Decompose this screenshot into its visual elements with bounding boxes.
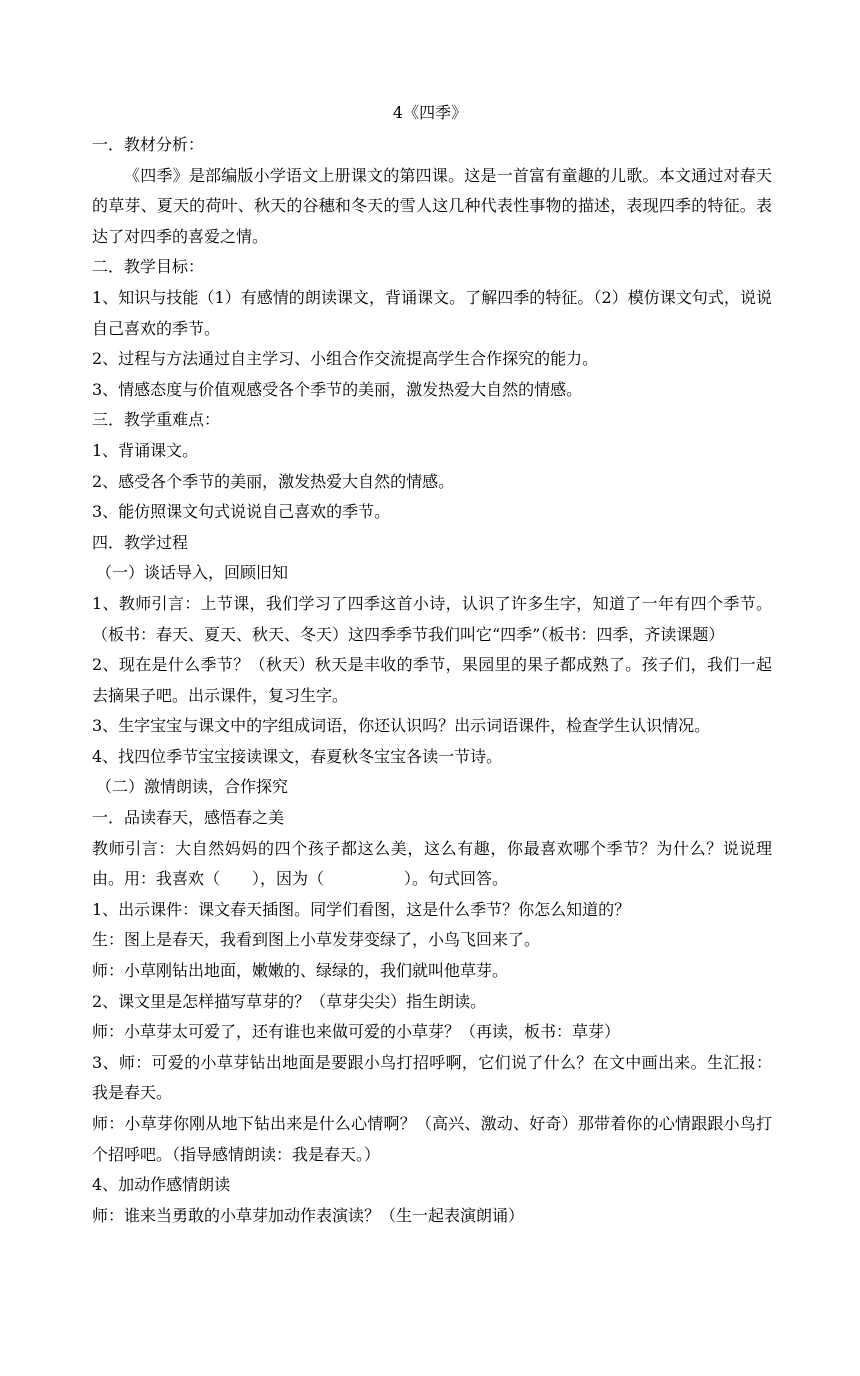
paragraph: 3、情感态度与价值观感受各个季节的美丽，激发热爱大自然的情感。 — [92, 379, 583, 399]
paragraph: 生：图上是春天，我看到图上小草发芽变绿了，小鸟飞回来了。 — [92, 930, 541, 950]
paragraph: 《四季》是部编版小学语文上册课文的第四课。这是一首富有童趣的儿歌。本文通过对春天的草芽、夏天的荷叶、秋天的谷穗和冬天的雪人这几种代表性事物的描述，表现四季的特征。表达了对四季的喜爱之情。 — [92, 165, 772, 246]
paragraph: 1、背诵课文。 — [92, 440, 199, 460]
paragraph: 一．教材分析： — [92, 135, 205, 154]
paragraph: 师：小草刚钻出地面，嫩嫩的、绿绿的，我们就叫他草芽。 — [92, 961, 509, 981]
document-body — [92, 130, 772, 1231]
paragraph: 师：小草芽太可爱了，还有谁也来做可爱的小草芽？（再读，板书：草芽） — [92, 1022, 621, 1042]
paragraph: 2、课文里是怎样描写草芽的？（草芽尖尖）指生朗读。 — [92, 991, 487, 1011]
paragraph: 四．教学过程 — [92, 532, 189, 552]
paragraph: 一．品读春天，感悟春之美 — [92, 808, 285, 828]
paragraph: 二．教学目标： — [92, 257, 205, 277]
paragraph: 4、加动作感情朗读 — [92, 1175, 231, 1195]
section-subheading: （二）激情朗读，合作探究 — [96, 777, 289, 797]
paragraph: 4、找四位季节宝宝接读课文，春夏秋冬宝宝各读一节诗。 — [92, 746, 503, 766]
paragraph: 师：谁来当勇敢的小草芽加动作表演读？（生一起表演朗诵） — [92, 1205, 525, 1225]
paragraph: 教师引言：大自然妈妈的四个孩子都这么美，这么有趣，你最喜欢哪个季节？为什么？说说理由。用：我喜欢（ ），因为（ ）。句式回答。 — [92, 838, 772, 889]
paragraph: 1、出示课件：课文春天插图。同学们看图，这是什么季节？你怎么知道的？ — [92, 899, 631, 919]
paragraph: 3、生字宝宝与课文中的字组成词语，你还认识吗？出示词语课件，检查学生认识情况。 — [92, 716, 711, 736]
paragraph: 1、知识与技能（1）有感情的朗读课文，背诵课文。了解四季的特征。（2）模仿课文句式，说说自己喜欢的季节。 — [92, 287, 772, 338]
document-title: 4《四季》 — [392, 103, 468, 122]
paragraph: 2、现在是什么季节？（秋天）秋天是丰收的季节，果园里的果子都成熟了。孩子们，我们一起去摘果子吧。出示课件，复习生字。 — [92, 655, 772, 705]
paragraph: 1、教师引言：上节课，我们学习了四季这首小诗，认识了许多生字，知道了一年有四个季节。（板书：春天、夏天、秋天、冬天）这四季季节我们叫它“四季”（板书：四季，齐读课题） — [92, 593, 772, 644]
paragraph: 3、能仿照课文句式说说自己喜欢的季节。 — [92, 502, 391, 522]
paragraph: 三．教学重难点： — [92, 410, 221, 430]
paragraph: 2、感受各个季节的美丽，激发热爱大自然的情感。 — [92, 471, 455, 491]
paragraph: 师：小草芽你刚从地下钻出来是什么心情啊？（高兴、激动、好奇）那带着你的心情跟跟小鸟打个招呼吧。（指导感情朗读：我是春天。） — [92, 1114, 772, 1164]
paragraph: 2、过程与方法通过自主学习、小组合作交流提高学生合作探究的能力。 — [92, 349, 599, 369]
section-subheading: （一）谈话导入，回顾旧知 — [96, 563, 289, 583]
paragraph: 3、师：可爱的小草芽钻出地面是要跟小鸟打招呼啊，它们说了什么？在文中画出来。生汇报：我是春天。 — [92, 1052, 772, 1103]
